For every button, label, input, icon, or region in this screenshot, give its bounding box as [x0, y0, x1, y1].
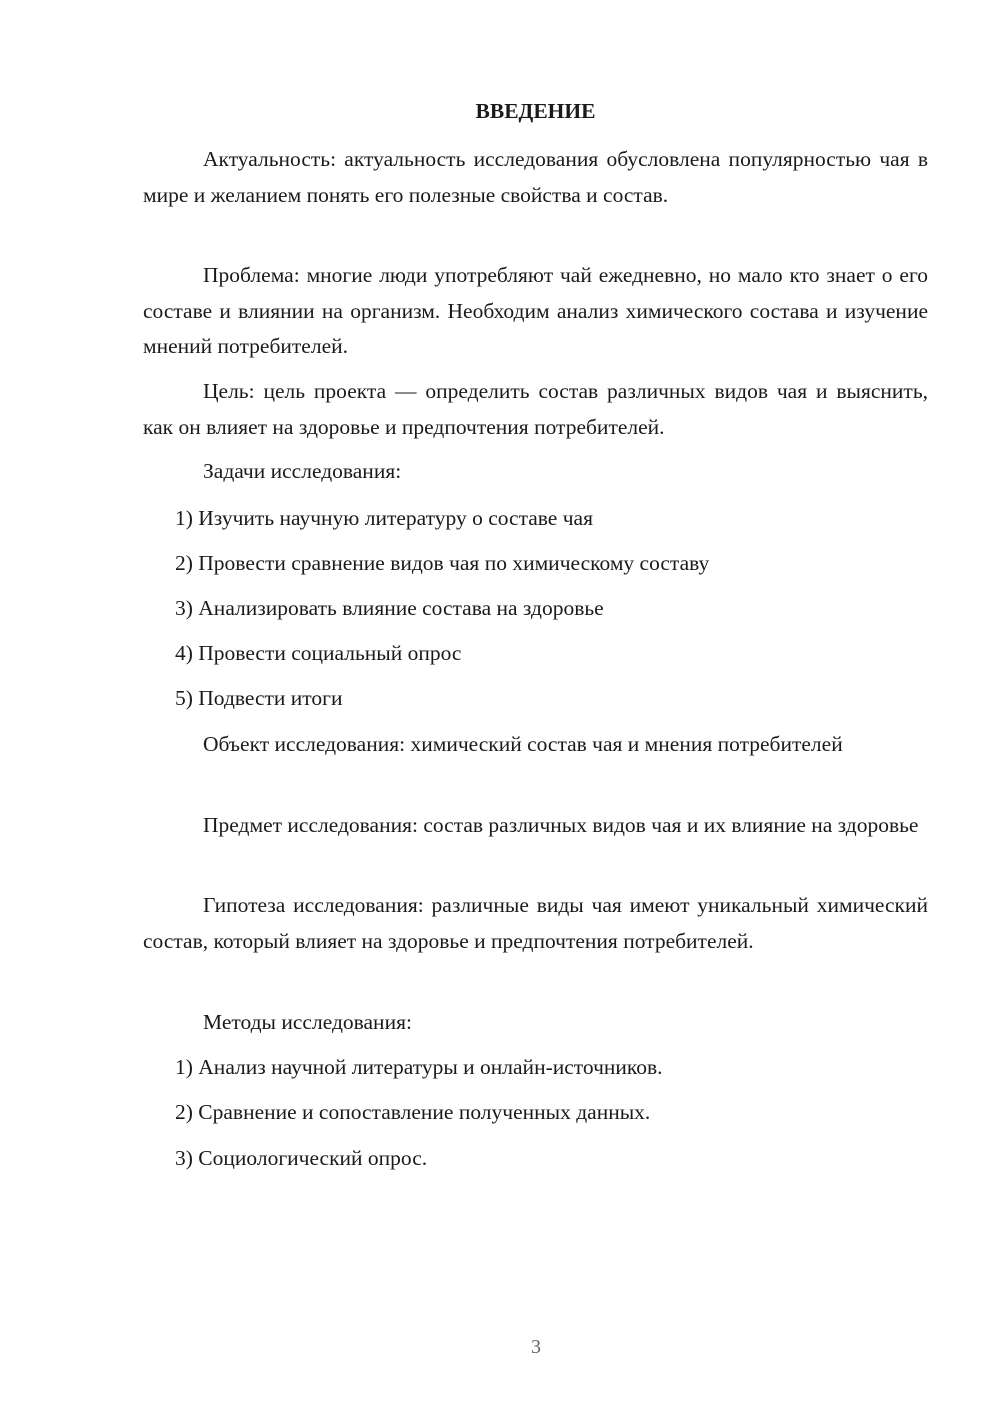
list-item: 4) Провести социальный опрос — [175, 641, 462, 665]
list-item: 1) Анализ научной литературы и онлайн-источников. — [175, 1055, 663, 1079]
list-item: 5) Подвести итоги — [175, 686, 343, 710]
object-paragraph: Объект исследования: химический состав чая и мнения потребителей — [203, 732, 843, 756]
list-item: 2) Провести сравнение видов чая по химическому составу — [175, 551, 710, 575]
page-title: ВВЕДЕНИЕ — [475, 99, 596, 123]
tasks-heading: Задачи исследования: — [203, 459, 402, 483]
hypothesis-paragraph: Гипотеза исследования: различные виды чая имеют уникальный химический состав, который влияет на здоровье и предпочтения потребителей. — [143, 893, 928, 953]
goal-paragraph: Цель: цель проекта — определить состав различных видов чая и выяснить, как он влияет на здоровье и предпочтения потребителей. — [143, 379, 928, 439]
list-item: 3) Анализировать влияние состава на здоровье — [175, 596, 604, 620]
list-item: 2) Сравнение и сопоставление полученных данных. — [175, 1100, 651, 1124]
page-number: 3 — [531, 1336, 541, 1358]
subject-paragraph: Предмет исследования: состав различных видов чая и их влияние на здоровье — [203, 813, 919, 837]
problem-paragraph: Проблема: многие люди употребляют чай ежедневно, но мало кто знает о его составе и влиянии на организм. Необходим анализ химического состава и изучение мнений потребителей. — [143, 263, 928, 358]
relevance-paragraph: Актуальность: актуальность исследования обусловлена популярностью чая в мире и желанием понять его полезные свойства и состав. — [143, 147, 928, 207]
list-item: 1) Изучить научную литературу о составе чая — [175, 506, 593, 530]
methods-heading: Методы исследования: — [203, 1010, 412, 1034]
list-item: 3) Социологический опрос. — [175, 1146, 428, 1170]
